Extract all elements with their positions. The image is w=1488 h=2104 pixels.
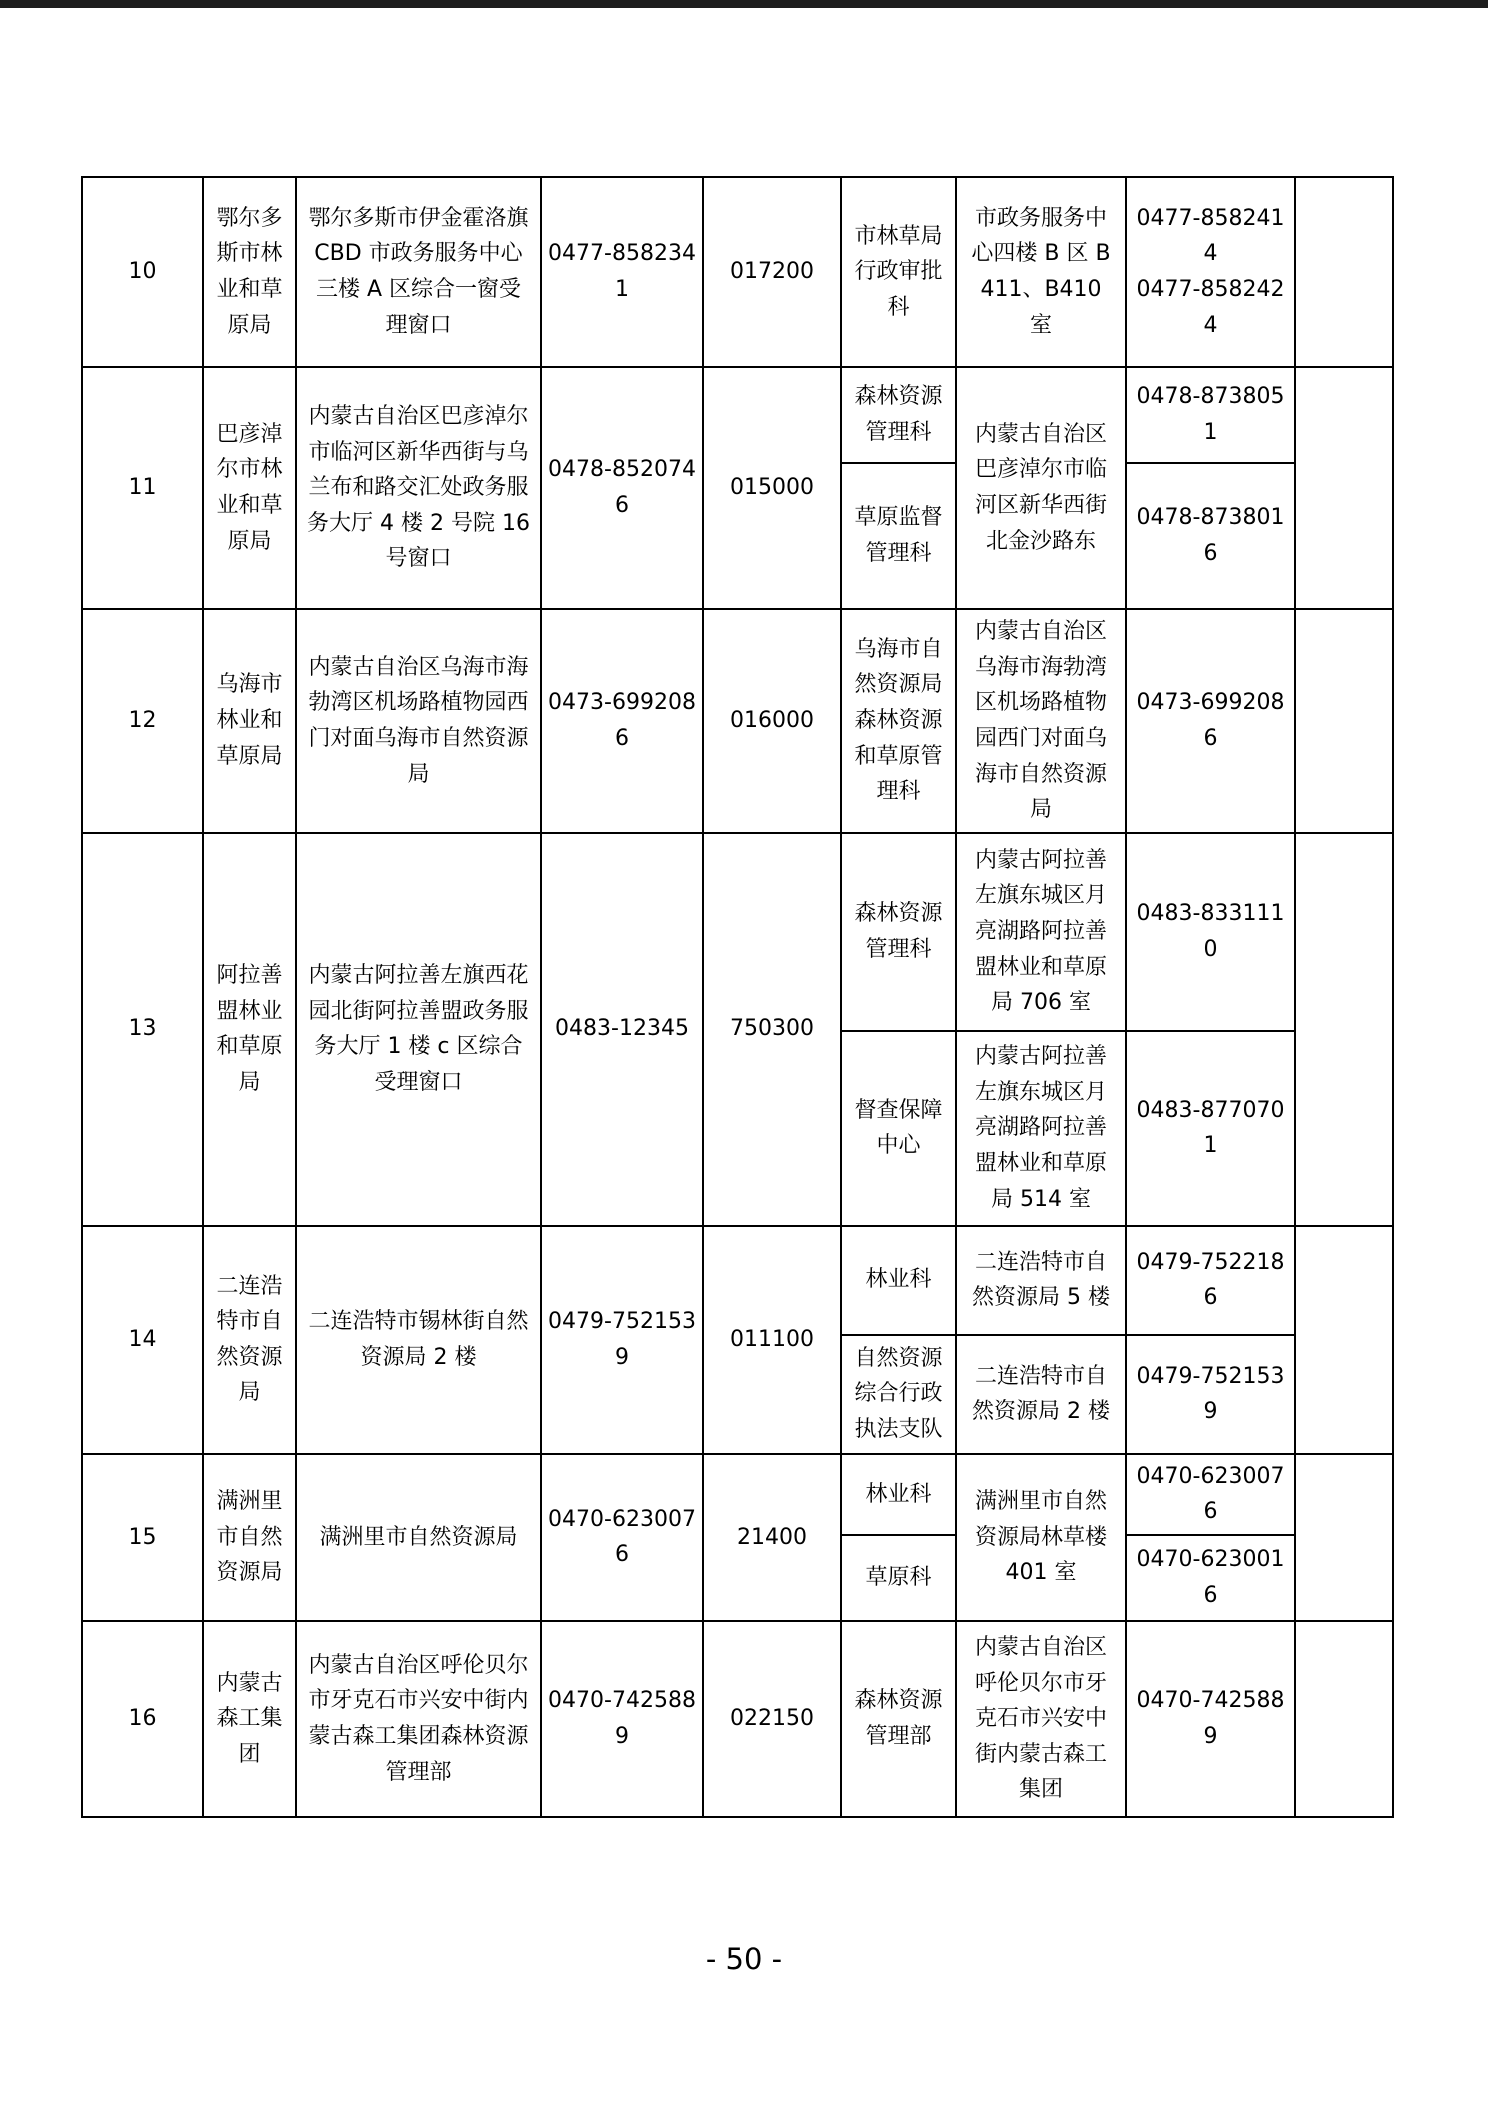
dept-phone-cell: 0470-6230076 (1126, 1454, 1295, 1535)
org-cell: 乌海市林业和草原局 (203, 609, 296, 833)
page-top-edge (0, 0, 1488, 8)
dept-address-cell: 内蒙古自治区乌海市海勃湾区机场路植物园西门对面乌海市自然资源局 (956, 609, 1126, 833)
dept-phone-cell: 0473-6992086 (1126, 609, 1295, 833)
serial-cell: 12 (82, 609, 203, 833)
dept-cell: 乌海市自然资源局森林资源和草原管理科 (841, 609, 956, 833)
empty-cell (1295, 609, 1393, 833)
dept-phone-cell: 0483-8331110 (1126, 833, 1295, 1031)
dept-address-cell: 内蒙古自治区巴彦淖尔市临河区新华西街北金沙路东 (956, 367, 1126, 609)
postal-cell: 750300 (703, 833, 841, 1226)
postal-cell: 022150 (703, 1621, 841, 1817)
empty-cell (1295, 367, 1393, 609)
address-cell: 内蒙古阿拉善左旗西花园北街阿拉善盟政务服务大厅 1 楼 c 区综合受理窗口 (296, 833, 541, 1226)
phone-line: 0477-8582424 (1136, 277, 1285, 338)
dept-phone-cell (1126, 177, 1295, 367)
phone-cell: 0479-7521539 (541, 1226, 703, 1454)
table-row (82, 1454, 1393, 1535)
empty-cell (1295, 1454, 1393, 1621)
address-cell: 满洲里市自然资源局 (296, 1454, 541, 1621)
dept-address-cell: 二连浩特市自然资源局 2 楼 (956, 1335, 1126, 1454)
address-cell: 内蒙古自治区呼伦贝尔市牙克石市兴安中街内蒙古森工集团森林资源管理部 (296, 1621, 541, 1817)
postal-cell: 21400 (703, 1454, 841, 1621)
phone-cell: 0470-6230076 (541, 1454, 703, 1621)
dept-cell: 草原监督管理科 (841, 463, 956, 609)
address-cell: 二连浩特市锡林街自然资源局 2 楼 (296, 1226, 541, 1454)
table-row (82, 177, 1393, 367)
phone-cell: 0483-12345 (541, 833, 703, 1226)
dept-phone-cell: 0483-8770701 (1126, 1031, 1295, 1226)
postal-cell: 015000 (703, 367, 841, 609)
agency-contact-table (81, 176, 1394, 1818)
dept-address-cell: 二连浩特市自然资源局 5 楼 (956, 1226, 1126, 1335)
serial-cell: 16 (82, 1621, 203, 1817)
empty-cell (1295, 177, 1393, 367)
org-cell: 鄂尔多斯市林业和草原局 (203, 177, 296, 367)
serial-cell: 15 (82, 1454, 203, 1621)
dept-phone-cell: 0478-8738051 (1126, 367, 1295, 463)
table-row (82, 1226, 1393, 1335)
org-cell: 阿拉善盟林业和草原局 (203, 833, 296, 1226)
dept-phone-cell: 0479-7522186 (1126, 1226, 1295, 1335)
postal-cell: 011100 (703, 1226, 841, 1454)
org-cell: 巴彦淖尔市林业和草原局 (203, 367, 296, 609)
phone-cell: 0473-6992086 (541, 609, 703, 833)
dept-cell: 森林资源管理科 (841, 367, 956, 463)
empty-cell (1295, 1226, 1393, 1454)
phone-line: 0477-8582414 (1136, 205, 1285, 267)
dept-cell: 林业科 (841, 1226, 956, 1335)
phone-cell: 0470-7425889 (541, 1621, 703, 1817)
phone-cell: 0478-8520746 (541, 367, 703, 609)
dept-address-cell: 满洲里市自然资源局林草楼 401 室 (956, 1454, 1126, 1621)
dept-address-cell: 内蒙古阿拉善左旗东城区月亮湖路阿拉善盟林业和草原局 514 室 (956, 1031, 1126, 1226)
dept-cell: 自然资源综合行政执法支队 (841, 1335, 956, 1454)
table-row (82, 367, 1393, 463)
org-cell: 满洲里市自然资源局 (203, 1454, 296, 1621)
org-cell: 二连浩特市自然资源局 (203, 1226, 296, 1454)
address-cell: 鄂尔多斯市伊金霍洛旗 CBD 市政务服务中心三楼 A 区综合一窗受理窗口 (296, 177, 541, 367)
phone-cell: 0477-8582341 (541, 177, 703, 367)
dept-phone-cell: 0478-8738016 (1126, 463, 1295, 609)
dept-address-cell: 内蒙古自治区呼伦贝尔市牙克石市兴安中街内蒙古森工集团 (956, 1621, 1126, 1817)
empty-cell (1295, 1621, 1393, 1817)
dept-phone-cell: 0470-7425889 (1126, 1621, 1295, 1817)
dept-cell: 草原科 (841, 1535, 956, 1621)
empty-cell (1295, 833, 1393, 1226)
page-number: - 50 - (705, 1942, 783, 1976)
dept-phone-cell: 0470-6230016 (1126, 1535, 1295, 1621)
dept-cell: 市林草局行政审批科 (841, 177, 956, 367)
dept-address-cell: 市政务服务中心四楼 B 区 B411、B410 室 (956, 177, 1126, 367)
dept-cell: 森林资源管理部 (841, 1621, 956, 1817)
table-row (82, 833, 1393, 1031)
dept-cell: 森林资源管理科 (841, 833, 956, 1031)
serial-cell: 11 (82, 367, 203, 609)
address-cell: 内蒙古自治区乌海市海勃湾区机场路植物园西门对面乌海市自然资源局 (296, 609, 541, 833)
table-row (82, 609, 1393, 833)
postal-cell: 017200 (703, 177, 841, 367)
table-row (82, 1621, 1393, 1817)
serial-cell: 13 (82, 833, 203, 1226)
org-cell: 内蒙古森工集团 (203, 1621, 296, 1817)
dept-phone-cell: 0479-7521539 (1126, 1335, 1295, 1454)
dept-cell: 林业科 (841, 1454, 956, 1535)
postal-cell: 016000 (703, 609, 841, 833)
serial-cell: 14 (82, 1226, 203, 1454)
dept-cell: 督查保障中心 (841, 1031, 956, 1226)
dept-address-cell: 内蒙古阿拉善左旗东城区月亮湖路阿拉善盟林业和草原局 706 室 (956, 833, 1126, 1031)
address-cell: 内蒙古自治区巴彦淖尔市临河区新华西街与乌兰布和路交汇处政务服务大厅 4 楼 2 号院 16 号窗口 (296, 367, 541, 609)
serial-cell: 10 (82, 177, 203, 367)
